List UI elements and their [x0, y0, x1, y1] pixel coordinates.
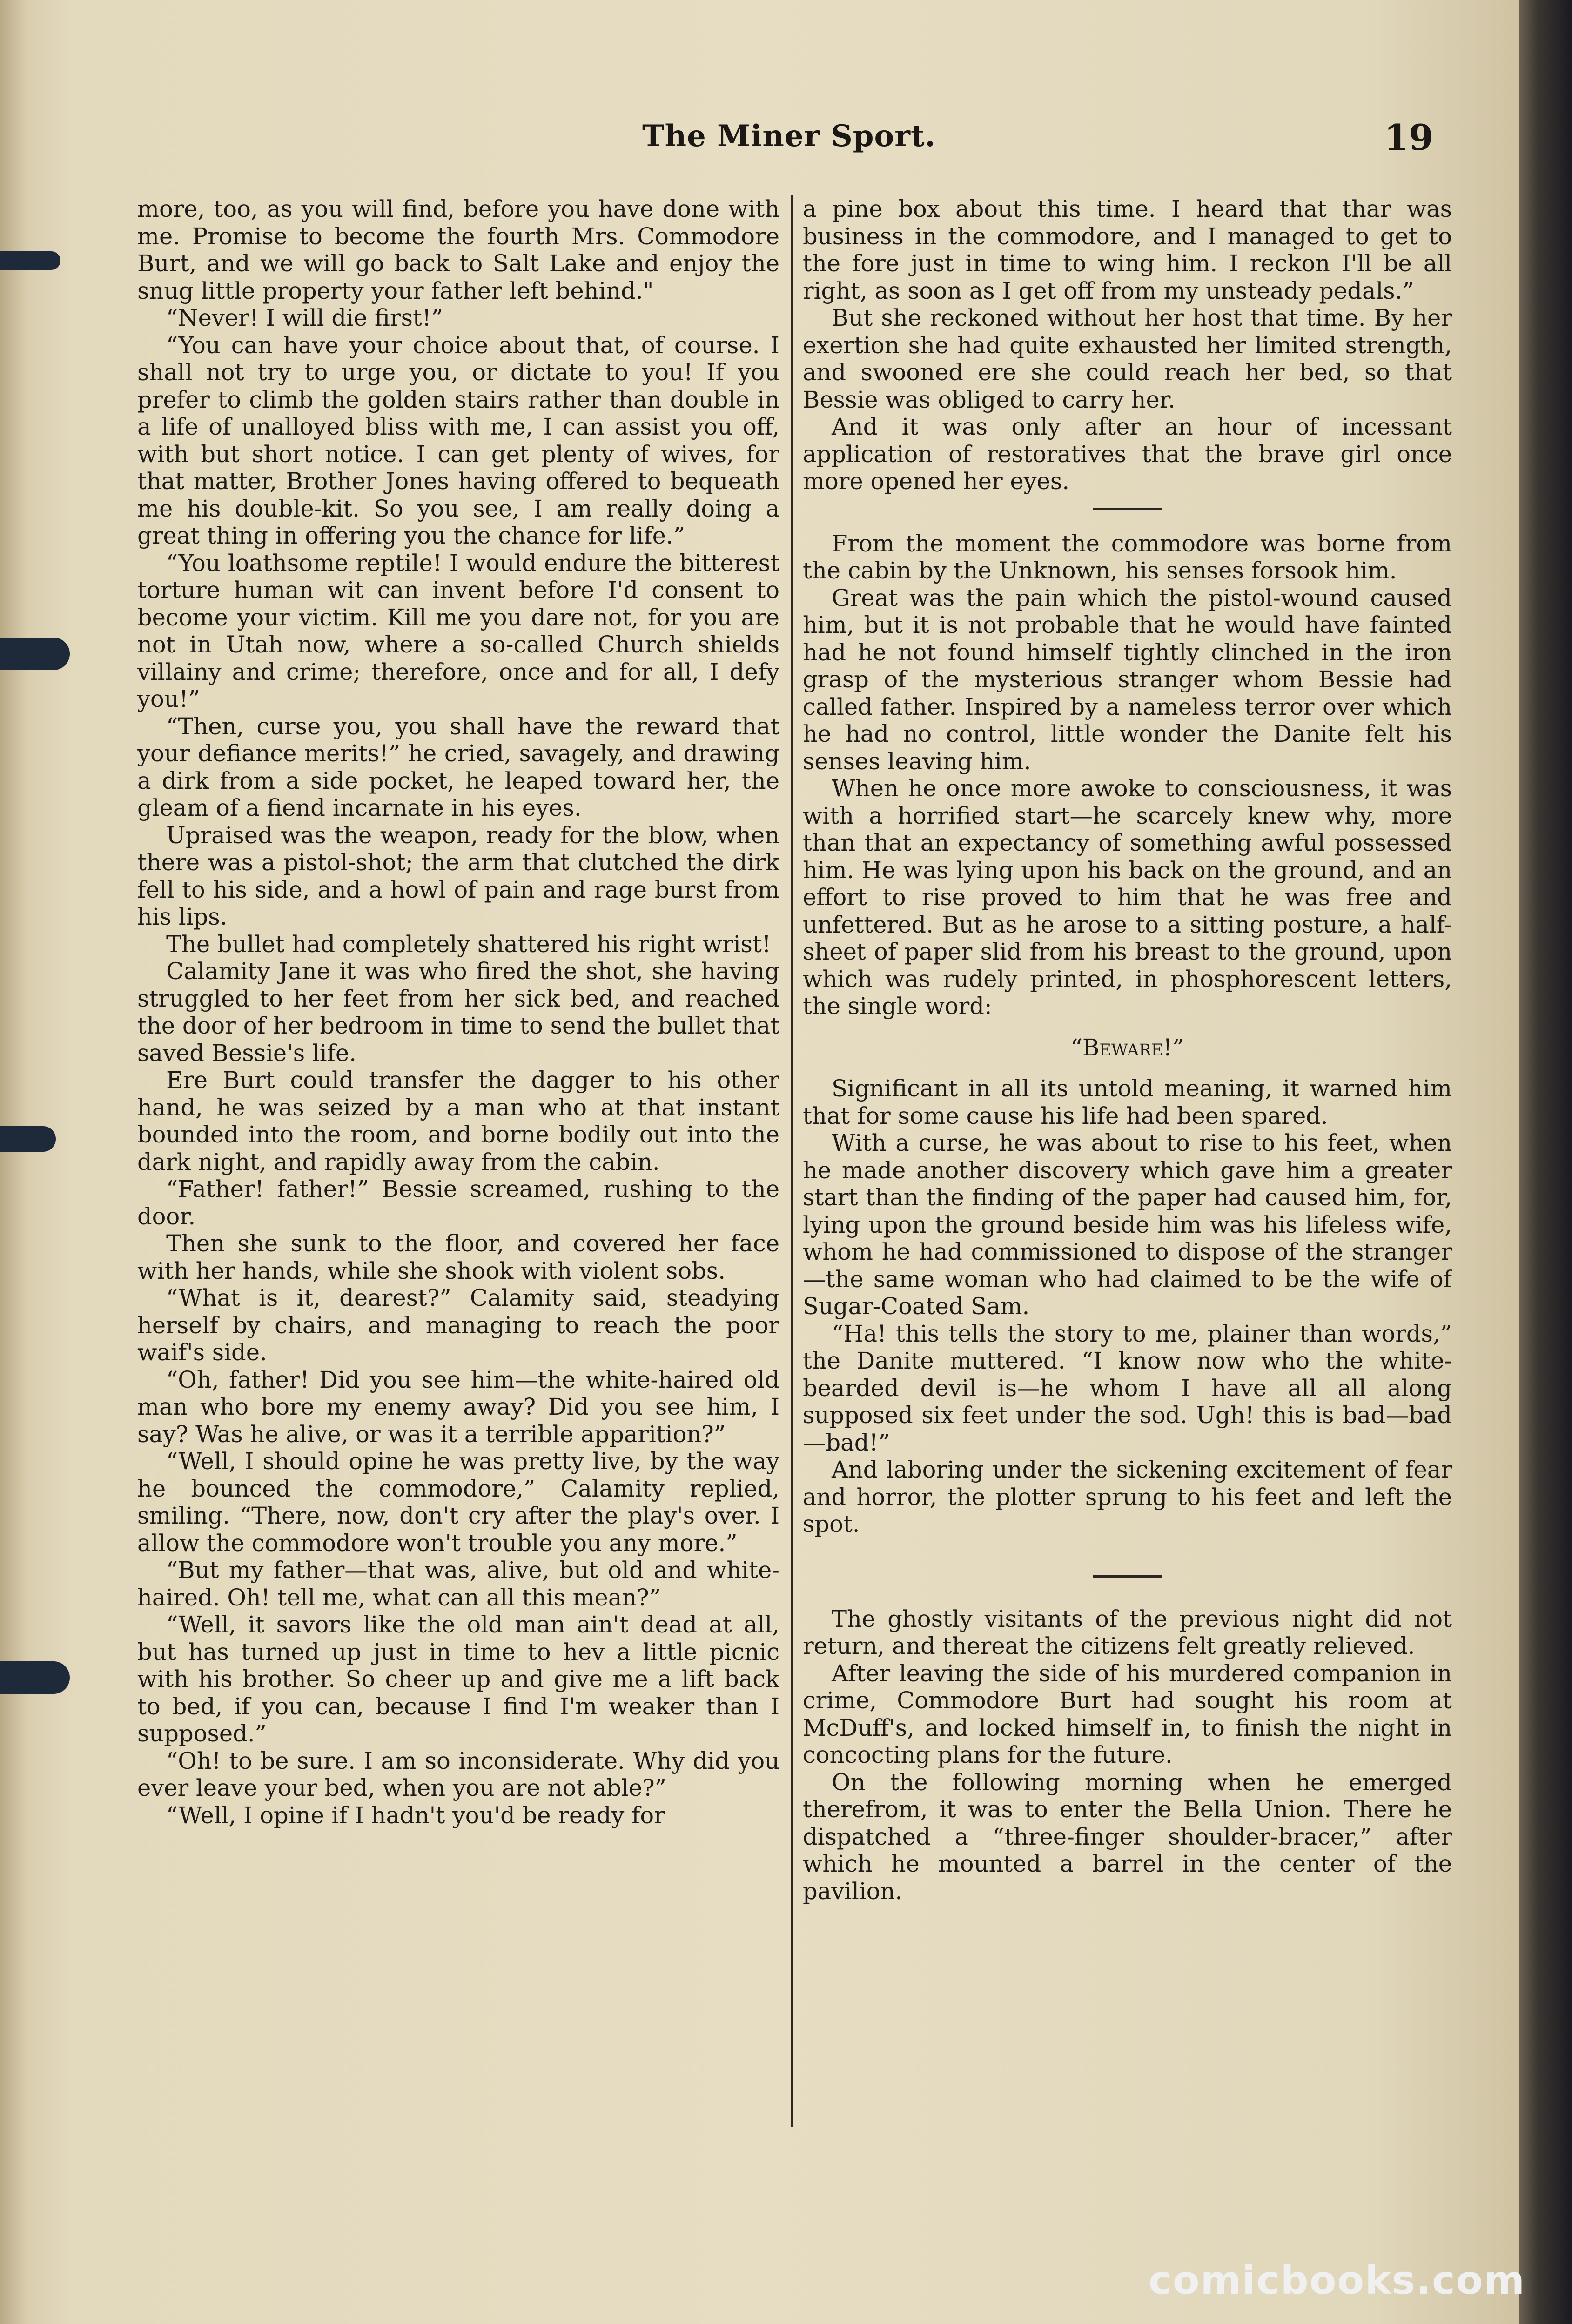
- paragraph: And it was only after an hour of incessant application of restoratives that the brave girl once more opened her eyes.: [803, 413, 1452, 495]
- paragraph: “Ha! this tells the story to me, plainer than words,” the Danite muttered. “I know now who the white-bearded devil is—he whom I have all all along supposed six feet under the sod. Ugh! this is bad—bad—bad!”: [803, 1320, 1452, 1456]
- paragraph: “What is it, dearest?” Calamity said, steadying herself by chairs, and managing to reach the poor waif's side.: [137, 1284, 779, 1366]
- right-column: [803, 195, 1452, 2141]
- paragraph: “Oh! to be sure. I am so inconsiderate. Why did you ever leave your bed, when you are not able?”: [137, 1747, 779, 1801]
- running-title: The Miner Sport.: [642, 119, 936, 154]
- paragraph: On the following morning when he emerged therefrom, it was to enter the Bella Union. There he dispatched a “three-finger shoulder-bracer,” after which he mounted a barrel in the center of the pavilion.: [803, 1768, 1452, 1905]
- paragraph: And laboring under the sickening excitement of fear and horror, the plotter sprung to his feet and left the spot.: [803, 1456, 1452, 1538]
- paragraph: “Oh, father! Did you see him—the white-haired old man who bore my enemy away? Did you see him, I say? Was he alive, or was it a terrible apparition?”: [137, 1366, 779, 1448]
- paragraph: more, too, as you will find, before you have done with me. Promise to become the fourth Mrs. Commodore Burt, and we will go back to Salt Lake and enjoy the snug little property your father left behind.": [137, 195, 779, 304]
- section-rule: [1093, 1575, 1162, 1578]
- beware-heading: “Beware!”: [1070, 1034, 1184, 1061]
- paragraph: “Never! I will die first!”: [166, 304, 443, 331]
- paragraph: a pine box about this time. I heard that thar was business in the commodore, and I managed to get to the fore just in time to wing him. I reckon I'll be all right, as soon as I get off from my unsteady pedals.”: [803, 195, 1452, 304]
- binding-stitch: [0, 638, 70, 670]
- binding-stitch: [0, 1661, 70, 1694]
- paragraph: “You loathsome reptile! I would endure the bitterest torture human wit can invent before I'd consent to become your victim. Kill me you dare not, for you are not in Utah now, where a so-called Church shields villainy and crime; therefore, once and for all, I defy you!”: [137, 549, 779, 712]
- paragraph: After leaving the side of his murdered companion in crime, Commodore Burt had sought his room at McDuff's, and locked himself in, to finish the night in concocting plans for the future.: [803, 1659, 1452, 1768]
- paragraph: With a curse, he was about to rise to his feet, when he made another discovery which gave him a greater start than the finding of the paper had caused him, for, lying upon the ground beside him was his lifeless wife, whom he had commissioned to dispose of the stranger—the same woman who had claimed to be the wife of Sugar-Coated Sam.: [803, 1129, 1452, 1320]
- binding-stitch: [0, 1126, 56, 1152]
- paragraph: Upraised was the weapon, ready for the blow, when there was a pistol-shot; the arm that clutched the dirk fell to his side, and a howl of pain and rage burst from his lips.: [137, 821, 779, 930]
- paragraph: But she reckoned without her host that time. By her exertion she had quite exhausted her limited strength, and swooned ere she could reach her bed, so that Bessie was obliged to carry her.: [803, 304, 1452, 413]
- paragraph: When he once more awoke to consciousness, it was with a horrified start—he scarcely knew why, more than that an expectancy of something awful possessed him. He was lying upon his back on the ground, and an effort to rise proved to him that he was free and unfettered. But as he arose to a sitting posture, a half-sheet of paper slid from his breast to the ground, upon which was rudely printed, in phosphorescent letters, the single word:: [803, 775, 1452, 1020]
- page-header: [642, 119, 1433, 170]
- paragraph: “Well, I should opine he was pretty live, by the way he bounced the commodore,” Calamity replied, smiling. “There, now, don't cry after the play's over. I allow the commodore won't trouble you any more.”: [137, 1448, 779, 1557]
- paragraph: “You can have your choice about that, of course. I shall not try to urge you, or dictate to you! If you prefer to climb the golden stairs rather than double in a life of unalloyed bliss with me, I can assist you off, with but short notice. I can get plenty of wives, for that matter, Brother Jones having offered to bequeath me his double-kit. So you see, I am really doing a great thing in offering you the chance for life.”: [137, 331, 779, 549]
- paragraph: Then she sunk to the floor, and covered her face with her hands, while she shook with violent sobs.: [137, 1230, 779, 1284]
- page-edge: [1519, 0, 1572, 2324]
- page-number: 19: [1384, 117, 1433, 158]
- paragraph: Significant in all its untold meaning, it warned him that for some cause his life had been spared.: [803, 1075, 1452, 1129]
- paragraph: The ghostly visitants of the previous night did not return, and thereat the citizens felt greatly relieved.: [803, 1605, 1452, 1659]
- column-divider: [791, 195, 793, 2127]
- paragraph: “Then, curse you, you shall have the reward that your defiance merits!” he cried, savagely, and drawing a dirk from a side pocket, he leaped toward her, the gleam of a fiend incarnate in his eyes.: [137, 712, 779, 821]
- paragraph: “But my father—that was, alive, but old and white-haired. Oh! tell me, what can all this mean?”: [137, 1557, 779, 1611]
- paragraph: Calamity Jane it was who fired the shot, she having struggled to her feet from her sick bed, and reached the door of her bedroom in time to send the bullet that saved Bessie's life.: [137, 958, 779, 1067]
- paragraph: “Well, it savors like the old man ain't dead at all, but has turned up just in time to hev a little picnic with his brother. So cheer up and give me a lift back to bed, if you can, because I find I'm weaker than I supposed.”: [137, 1611, 779, 1747]
- paragraph: The bullet had completely shattered his right wrist!: [166, 930, 771, 958]
- paragraph: “Father! father!” Bessie screamed, rushing to the door.: [137, 1175, 779, 1230]
- paragraph: “Well, I opine if I hadn't you'd be ready for: [166, 1801, 665, 1829]
- paragraph: Ere Burt could transfer the dagger to his other hand, he was seized by a man who at that instant bounded into the room, and borne bodily out into the dark night, and rapidly away from the cabin.: [137, 1067, 779, 1175]
- left-column: [137, 195, 779, 2141]
- watermark: comicbooks.com: [1149, 2257, 1525, 2303]
- section-rule: [1093, 508, 1162, 510]
- paragraph: From the moment the commodore was borne from the cabin by the Unknown, his senses forsook him.: [803, 530, 1452, 584]
- binding-stitch: [0, 251, 60, 270]
- paragraph: Great was the pain which the pistol-wound caused him, but it is not probable that he would have fainted had he not found himself tightly clinched in the iron grasp of the mysterious stranger whom Bessie had called father. Inspired by a nameless terror over which he had no control, little wonder the Danite felt his senses leaving him.: [803, 584, 1452, 775]
